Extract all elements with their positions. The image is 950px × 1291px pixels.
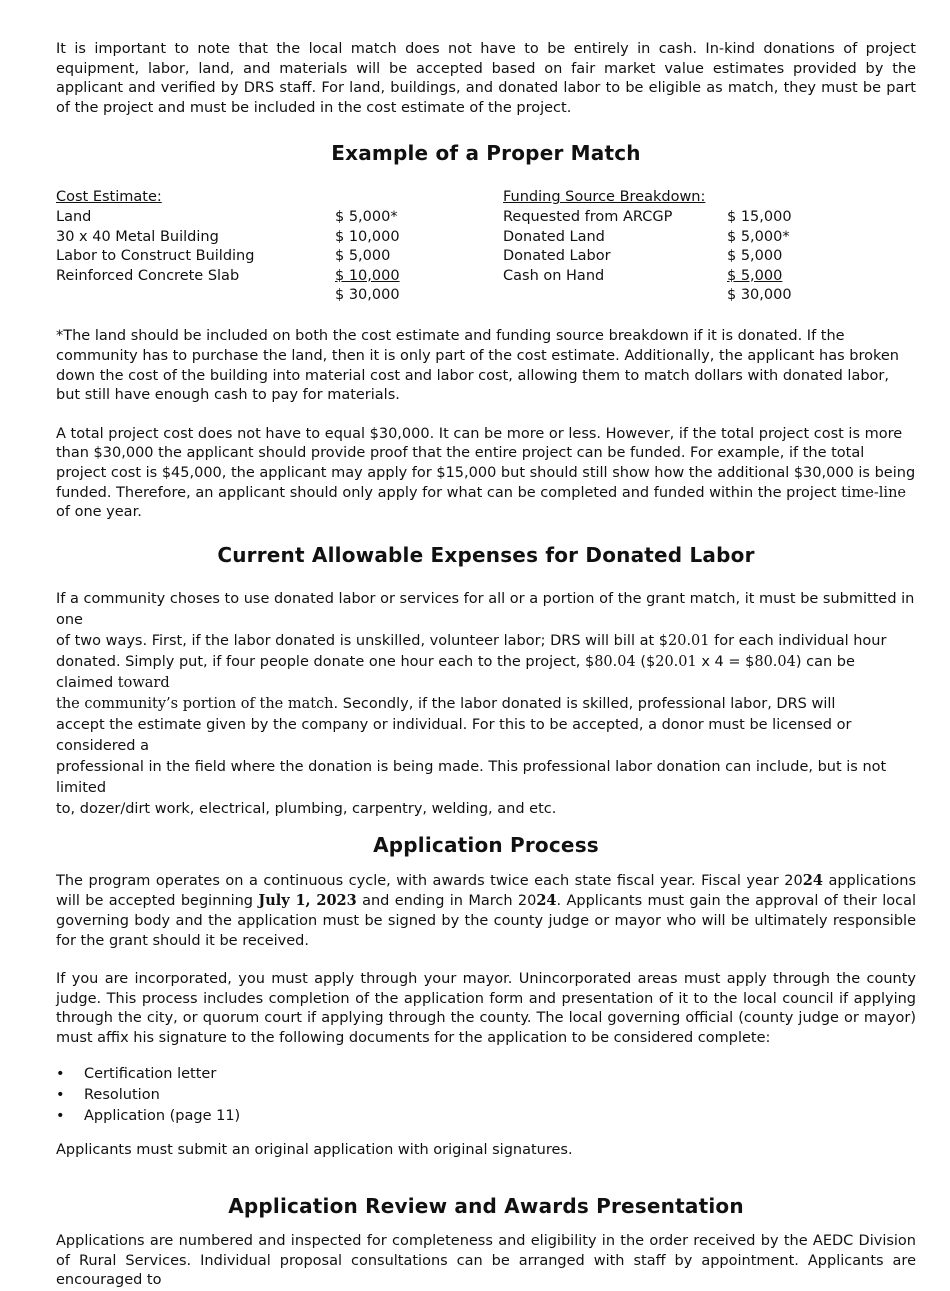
text-run: toward [117, 674, 170, 691]
text-run: . Secondly, if the labor donated is skilled, professional labor, DRS will [333, 695, 836, 712]
funding-row-label: Donated Land [503, 228, 605, 245]
cost-row-label: Reinforced Concrete Slab [56, 267, 240, 284]
text-line: to, dozer/dirt work, electrical, plumbing, carpentry, welding, and etc. [56, 800, 557, 817]
incorporation-paragraph: If you are incorporated, you must apply through your mayor. Unincorporated areas must apply through the county judge. This process includes completion of the application form and presentation of it to the local council if applying through the city, or quorum court if applying through the county. The local governing official (county judge or mayor) must affix his signature to the following documents for the application to be considered complete: [56, 971, 916, 1046]
cost-row-label: Labor to Construct Building [56, 248, 255, 265]
timeline-word: time-line [841, 484, 906, 501]
bullet-icon: • [56, 1108, 65, 1125]
total-cost-text-end: of one year. [56, 504, 142, 521]
cost-row-label: Land [56, 208, 92, 225]
funding-row-amount: $ 5,000* [727, 228, 790, 245]
intro-paragraph: It is important to note that the local match does not have to be entirely in cash. In-kind donations of project equipment, labor, land, and materials will be accepted based on fair market value estimates provided by the applicant and verified by DRS staff. For land, buildings, and donated labor to be eligible as match, they must be part of the project and must be included in the cost estimate of the project. [56, 41, 916, 116]
cost-total: $ 30,000 [335, 287, 400, 304]
funding-row-amount: $ 5,000 [727, 267, 783, 284]
funding-row-label: Requested from ARCGP [503, 208, 673, 225]
text-line [56, 694, 916, 715]
text-run: The program operates on a continuous cycle, with awards twice each state fiscal year. Fiscal year 20 [56, 872, 803, 889]
total-cost-text: A total project cost does not have to equal $30,000. It can be more or less. However, if the total project cost is more than $30,000 the applicant should provide proof that the entire project can be funded. For example, if the total project cost is $45,000, the applicant may apply for $15,000 but should still show how the additional $30,000 is being funded. Therefore, an applicant should only apply for what can be completed and funded within the project [56, 425, 916, 501]
text-run: and ending in March 20 [356, 893, 537, 910]
text-run: ) can be claimed [56, 653, 855, 691]
total-cost-paragraph [56, 425, 916, 523]
match-table [56, 188, 916, 308]
funding-total: $ 30,000 [727, 287, 792, 304]
land-note-paragraph: *The land should be included on both the cost estimate and funding source breakdown if it is donated. If the community has to purchase the land, then it is only part of the cost estimate. Additionally, the applicant has broken down the cost of the building into material cost and labor cost, allowing them to match dollars with donated labor, but still have enough cash to pay for materials. [56, 328, 899, 404]
text-run: applications will be accepted beginning [56, 872, 916, 910]
bullet-icon: • [56, 1087, 65, 1104]
text-run: the community’s portion of the match [56, 695, 334, 712]
document-page [56, 40, 916, 1291]
section-heading-review: Application Review and Awards Presentation [228, 1194, 744, 1219]
cost-row-amount: $ 5,000* [335, 208, 398, 225]
donated-labor-paragraph [56, 589, 916, 820]
rate-value: 20.01 [668, 632, 710, 649]
fiscal-year-digits: 24 [536, 892, 557, 910]
text-run: of two ways. First, if the labor donated is unskilled, volunteer labor; DRS will bill at $ [56, 632, 668, 649]
funding-row-label: Cash on Hand [503, 267, 605, 284]
list-item: • Resolution [56, 1085, 916, 1106]
section-heading-proper-match: Example of a Proper Match [331, 141, 641, 166]
text-run: x 4 = $ [696, 653, 755, 670]
text-line: accept the estimate given by the company or individual. For this to be accepted, a donor must be licensed or considered a [56, 716, 852, 754]
funding-row-amount: $ 15,000 [727, 208, 792, 225]
rate-value: 20.01 [655, 653, 697, 670]
cost-row-amount: $ 10,000 [335, 267, 400, 284]
list-item: • Application (page 11) [56, 1106, 916, 1127]
funding-row-amount: $ 5,000 [727, 248, 783, 265]
funding-breakdown-header: Funding Source Breakdown: [503, 189, 706, 206]
amount-value: 80.04 [594, 653, 636, 670]
text-line: If a community choses to use donated labor or services for all or a portion of the grant match, it must be submitted in one [56, 590, 915, 628]
fiscal-year-digits: 24 [802, 871, 823, 889]
text-line: professional in the field where the donation is being made. This professional labor donation can include, but is not limited [56, 758, 887, 796]
review-paragraph: Applications are numbered and inspected for completeness and eligibility in the order received by the AEDC Division of Rural Services. Individual proposal consultations can be arranged with staff by appointment. Applicants are encouraged to [56, 1233, 916, 1289]
list-item: • Certification letter [56, 1064, 916, 1085]
text-run: ($ [635, 653, 656, 670]
text-run: for each individual hour [709, 632, 887, 649]
start-date: July 1, 2023 [258, 892, 357, 910]
text-run: donated. Simply put, if four people donate one hour each to the project, $ [56, 653, 595, 670]
original-signatures-paragraph: Applicants must submit an original application with original signatures. [56, 1142, 573, 1159]
funding-row-label: Donated Labor [503, 248, 611, 265]
application-cycle-paragraph [56, 871, 916, 951]
cost-estimate-header: Cost Estimate: [56, 189, 162, 206]
text-run: . Applicants must gain the approval of their local governing body and the application must be signed by the county judge or mayor who will be ultimately responsible for the grant should it be received. [56, 893, 916, 949]
section-heading-application-process: Application Process [373, 832, 599, 857]
amount-value: 80.04 [754, 653, 796, 670]
bullet-icon: • [56, 1066, 65, 1083]
section-heading-donated-labor: Current Allowable Expenses for Donated Labor [217, 542, 755, 567]
cost-row-amount: $ 5,000 [335, 248, 391, 265]
cost-row-amount: $ 10,000 [335, 228, 400, 245]
cost-row-label: 30 x 40 Metal Building [56, 228, 219, 245]
text-line [56, 652, 916, 694]
required-documents-list [56, 1064, 916, 1127]
text-line [56, 631, 916, 652]
